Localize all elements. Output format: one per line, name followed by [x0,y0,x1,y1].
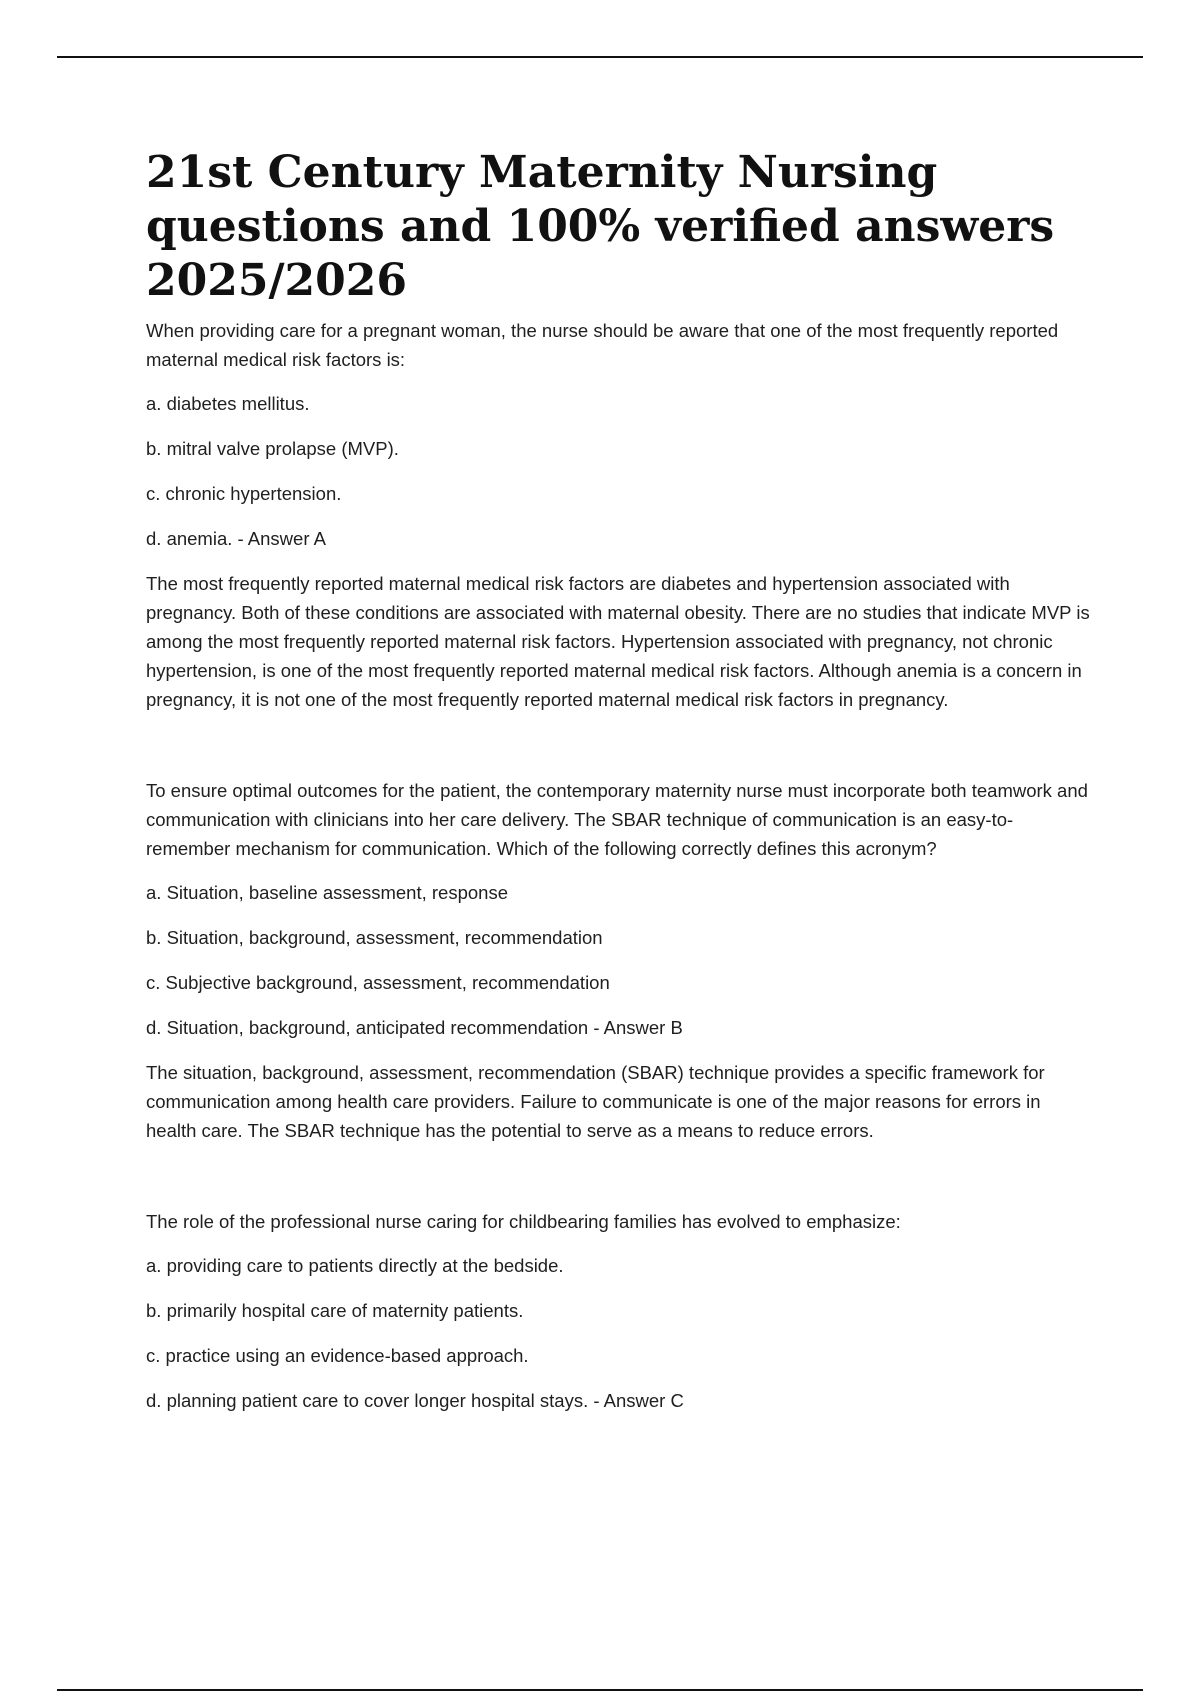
answer-option-b: b. primarily hospital care of maternity patients. [146,1300,524,1321]
question-text: When providing care for a pregnant woman, the nurse should be aware that one of the most frequently reported maternal medical risk factors is: [146,320,1059,370]
section-spacer [146,1145,1096,1207]
top-divider [57,56,1143,58]
answer-option-c: c. Subjective background, assessment, recommendation [146,972,610,993]
question-text: The role of the professional nurse caring for childbearing families has evolved to emphasize: [146,1211,901,1232]
answer-option-d: d. planning patient care to cover longer hospital stays. - Answer C [146,1390,684,1411]
answer-option-b: b. mitral valve prolapse (MVP). [146,438,399,459]
answer-option-a: a. providing care to patients directly at the bedside. [146,1255,564,1276]
answer-option-b: b. Situation, background, assessment, recommendation [146,927,603,948]
bottom-divider [57,1689,1143,1691]
question-2 [146,776,1096,1145]
answer-option-d: d. Situation, background, anticipated recommendation - Answer B [146,1017,683,1038]
question-3 [146,1207,1096,1415]
question-rationale: The most frequently reported maternal medical risk factors are diabetes and hypertension associated with pregnancy. Both of these conditions are associated with maternal obesity. There are no studies that indicate MVP is among the most frequently reported maternal risk factors. Hypertension associated with pregnancy, not chronic hypertension, is one of the most frequently reported maternal medical risk factors. Although anemia is a concern in pregnancy, it is not one of the most frequently reported maternal medical risk factors in pregnancy. [146,573,1090,710]
document-content [146,146,1096,1431]
answer-option-a: a. diabetes mellitus. [146,393,310,414]
section-spacer [146,714,1096,776]
answer-option-c: c. chronic hypertension. [146,483,342,504]
answer-option-c: c. practice using an evidence-based approach. [146,1345,529,1366]
document-title: 21st Century Maternity Nursing questions and 100% verified answers 2025/2026 [146,147,1055,306]
question-text: To ensure optimal outcomes for the patient, the contemporary maternity nurse must incorporate both teamwork and communication with clinicians into her care delivery. The SBAR technique of communication is an easy-to-remember mechanism for communication. Which of the following correctly defines this acronym? [146,780,1088,859]
answer-option-a: a. Situation, baseline assessment, response [146,882,508,903]
question-1 [146,316,1096,714]
question-rationale: The situation, background, assessment, recommendation (SBAR) technique provides a specific framework for communication among health care providers. Failure to communicate is one of the major reasons for errors in health care. The SBAR technique has the potential to serve as a means to reduce errors. [146,1062,1045,1141]
answer-option-d: d. anemia. - Answer A [146,528,326,549]
